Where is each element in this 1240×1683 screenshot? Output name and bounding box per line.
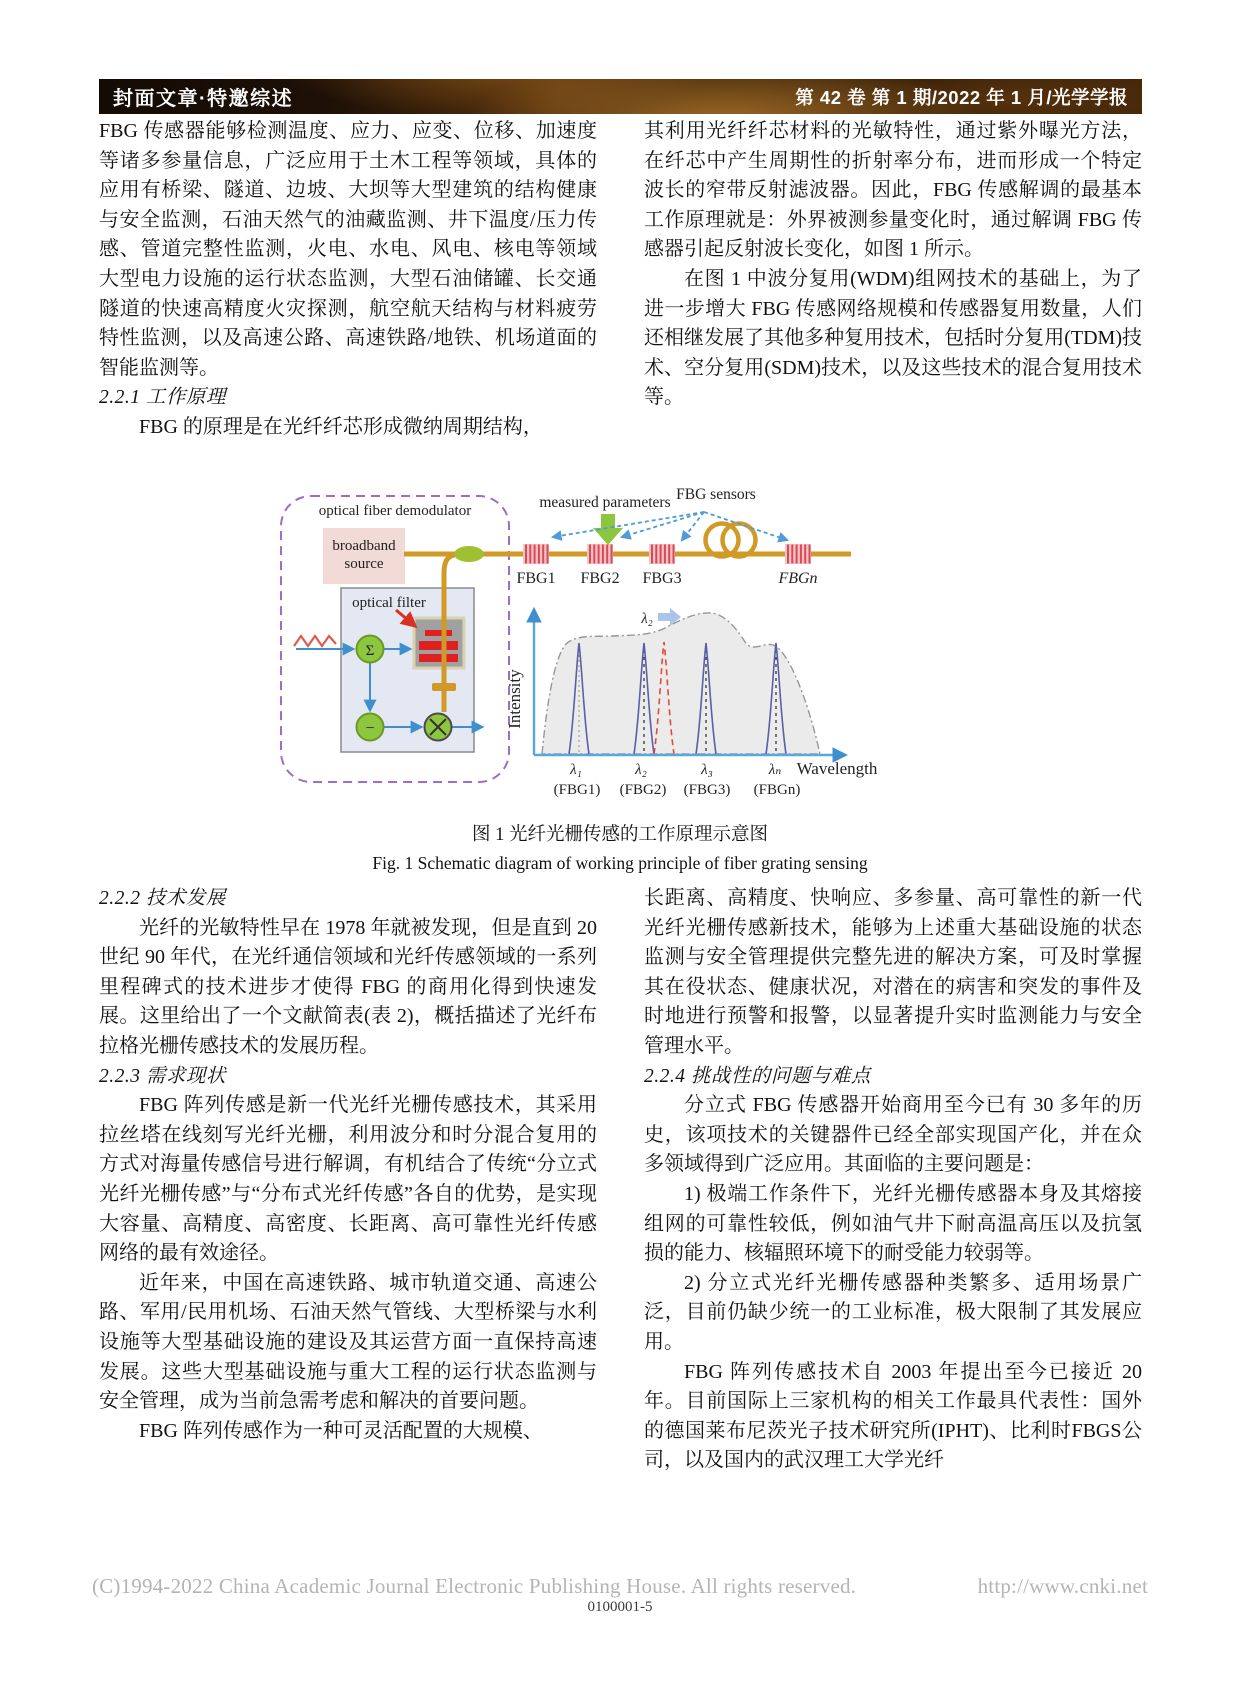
fiber-coil xyxy=(706,524,756,557)
fbg-sensors-pointer-arrows xyxy=(553,512,787,540)
fbg-grating-2 xyxy=(587,544,613,564)
body-paragraph: 近年来，中国在高速铁路、城市轨道交通、高速公路、军用/民用机场、石油天然气管线、大型桥梁与水利设施等大型基础设施的建设及其运营方面一直保持高速发展。这些大型基础设施与重大工程的运行状态监测与安全管理，成为当前急需考虑和解决的首要问题。 xyxy=(99,1271,597,1413)
section-heading-2-2-4: 2.2.4 挑战性的问题与难点 xyxy=(644,1065,871,1087)
body-paragraph: 在图 1 中波分复用(WDM)组网技术的基础上，为了进一步增大 FBG 传感网络规模和传感器复用数量，人们还相继发展了其他多种复用技术，包括时分复用(TDM)技术、空分复用(SDM)技术，以及这些技术的混合复用技术等。 xyxy=(644,267,1142,409)
demodulator-label: optical fiber demodulator xyxy=(318,503,472,519)
body-paragraph: 1) 极端工作条件下，光纤光栅传感器本身及其熔接组网的可靠性较低，例如油气井下耐高温高压以及抗氢损的能力、核辐照环境下的耐受能力较弱等。 xyxy=(644,1182,1142,1265)
sum-node xyxy=(357,636,384,663)
section-heading-2-2-2: 2.2.2 技术发展 xyxy=(99,888,226,909)
body-paragraph: FBG 阵列传感作为一种可灵活配置的大规模、 xyxy=(139,1419,543,1442)
body-paragraph: 长距离、高精度、快响应、多参量、高可靠性的新一代光纤光栅传感新技术，能够为上述重大基础设施的状态监测与安全管理提供完整先进的解决方案，可及时掌握其在役状态、健康状况，对潜在的病害和突发的事件及时地进行预警和报警，以显著提升实时监测能力与安全管理水平。 xyxy=(644,887,1142,1057)
spectrum-xlabel: Wavelength xyxy=(796,759,878,778)
optical-filter-block xyxy=(414,618,464,668)
right-column-bottom xyxy=(644,884,1142,1476)
measured-parameters-label: measured parameters xyxy=(539,494,671,511)
figure-caption-en: Fig. 1 Schematic diagram of working principle of fiber grating sensing xyxy=(372,853,868,873)
page-number: 0100001-5 xyxy=(587,1599,653,1615)
sawtooth-signal-icon xyxy=(294,636,336,646)
body-paragraph: FBG 传感器能够检测温度、应力、应变、位移、加速度等诸多参量信息，广泛应用于土木工程等领域，具体的应用有桥梁、隧道、边坡、大坝等大型建筑的结构健康与安全监测，石油天然气的油藏监测、井下温度/压力传感、管道完整性监测，火电、水电、风电、核电等领域大型电力设施的运行状态监测，大型石油储罐、长交通隧道的快速高精度火灾探测，航空航天结构与材料疲劳特性监测，以及高速公路、高速铁路/地铁、机场道面的智能监测等。 xyxy=(99,120,597,379)
section-heading-2-2-3: 2.2.3 需求现状 xyxy=(99,1065,226,1087)
figure-caption xyxy=(0,820,1240,874)
column-type-label: 封面文章·特邀综述 xyxy=(113,88,294,110)
fbg2-sub-label: (FBG2) xyxy=(619,782,667,798)
fiber-connector xyxy=(432,683,456,691)
minus-node xyxy=(357,714,384,741)
fbg-grating-n xyxy=(785,544,811,564)
fbg-grating-1 xyxy=(523,544,549,564)
fbgn-label: FBGn xyxy=(778,570,818,587)
lambda3-tick-label: λ₃ xyxy=(701,762,713,778)
body-paragraph: 光纤的光敏特性早在 1978 年就被发现，但是直到 20 世纪 90 年代，在光纤通信领域和光纤传感领域的一系列里程碑式的技术进步才使得 FBG 的商用化得到快速发展。这里给出了一个文献简表(表 2)，概括描述了光纤布拉格光栅传感技术的发展历程。 xyxy=(99,916,597,1057)
fbg-grating-3 xyxy=(649,544,675,564)
spectrum-plot xyxy=(505,608,878,798)
body-paragraph: FBG 阵列传感技术自 2003 年提出至今已接近 20 年。目前国际上三家机构的相关工作最具代表性：国外的德国莱布尼茨光子技术研究所(IPHT)、比利时FBGS公司，以及国内的武汉理工大学光纤 xyxy=(644,1360,1142,1472)
journal-issue-label: 第 42 卷 第 1 期/2022 年 1 月/光学学报 xyxy=(795,86,1128,108)
copyright-watermark xyxy=(92,1574,1148,1599)
fbg3-sub-label: (FBG3) xyxy=(683,782,731,798)
broadband-envelope-curve xyxy=(542,613,820,754)
fbgn-sub-label: (FBGn) xyxy=(753,782,801,798)
fbg1-label: FBG1 xyxy=(516,570,556,587)
left-column-top xyxy=(99,117,597,443)
body-paragraph: 2) 分立式光纤光栅传感器种类繁多、适用场景广泛，目前仍缺少统一的工业标准，极大限制了其发展应用。 xyxy=(644,1271,1142,1353)
body-paragraph: 分立式 FBG 传感器开始商用至今已有 30 多年的历史，该项技术的关键器件已经全部实现国产化，并在众多领域得到广泛应用。其面临的主要问题是： xyxy=(644,1094,1142,1176)
body-paragraph: FBG 阵列传感是新一代光纤光栅传感技术，其采用拉丝塔在线刻写光纤光栅，利用波分和时分混合复用的方式对海量传感信号进行解调，有机结合了传统“分立式光纤光栅传感”与“分布式光纤传感”各自的优势，是实现大容量、高精度、高密度、长距离、高可靠性光纤传感网络的最有效途径。 xyxy=(99,1094,597,1265)
fiber-coupler xyxy=(454,546,484,562)
figure-caption-zh: 图 1 光纤光栅传感的工作原理示意图 xyxy=(471,825,768,845)
cnki-url: http://www.cnki.net xyxy=(977,1574,1148,1598)
bottom-text-row xyxy=(99,884,1142,1476)
sum-symbol: Σ xyxy=(365,643,375,659)
body-paragraph: 其利用光纤纤芯材料的光敏特性，通过紫外曝光方法，在纤芯中产生周期性的折射率分布，进而形成一个特定波长的窄带反射滤波器。因此，FBG 传感解调的最基本工作原理就是：外界被测参量变化时，通过解调 FBG 传感器引起反射波长变化，如图 1 所示。 xyxy=(644,120,1142,261)
body-paragraph: FBG 的原理是在光纤纤芯形成微纳周期结构， xyxy=(139,415,543,438)
multiply-node xyxy=(425,714,452,741)
top-text-row xyxy=(99,117,1142,443)
minus-symbol: − xyxy=(365,720,375,737)
broadband-source-label-2: source xyxy=(344,556,384,572)
optical-filter-label: optical filter xyxy=(352,595,426,611)
figure-1-schematic xyxy=(266,456,916,808)
header-banner xyxy=(99,79,1142,114)
spectrum-ylabel: Intensity xyxy=(505,669,524,729)
section-heading-2-2-1: 2.2.1 工作原理 xyxy=(99,387,226,409)
right-column-top xyxy=(644,117,1142,443)
copyright-text: (C)1994-2022 China Academic Journal Electronic Publishing House. All rights reserved. xyxy=(92,1574,857,1598)
fbg-sensors-label: FBG sensors xyxy=(676,486,756,503)
fbg2-label: FBG2 xyxy=(580,570,620,587)
fbg3-label: FBG3 xyxy=(642,570,682,587)
left-column-bottom xyxy=(99,884,597,1476)
lambda2-tick-label: λ₂ xyxy=(635,762,647,778)
lambda1-tick-label: λ₁ xyxy=(570,762,582,778)
shift-lambda-label: λ₂ xyxy=(641,611,653,627)
lambdan-tick-label: λₙ xyxy=(768,762,782,778)
figure-1-canvas xyxy=(266,456,916,808)
fbg1-sub-label: (FBG1) xyxy=(553,782,601,798)
broadband-source-label-1: broadband xyxy=(332,538,396,554)
